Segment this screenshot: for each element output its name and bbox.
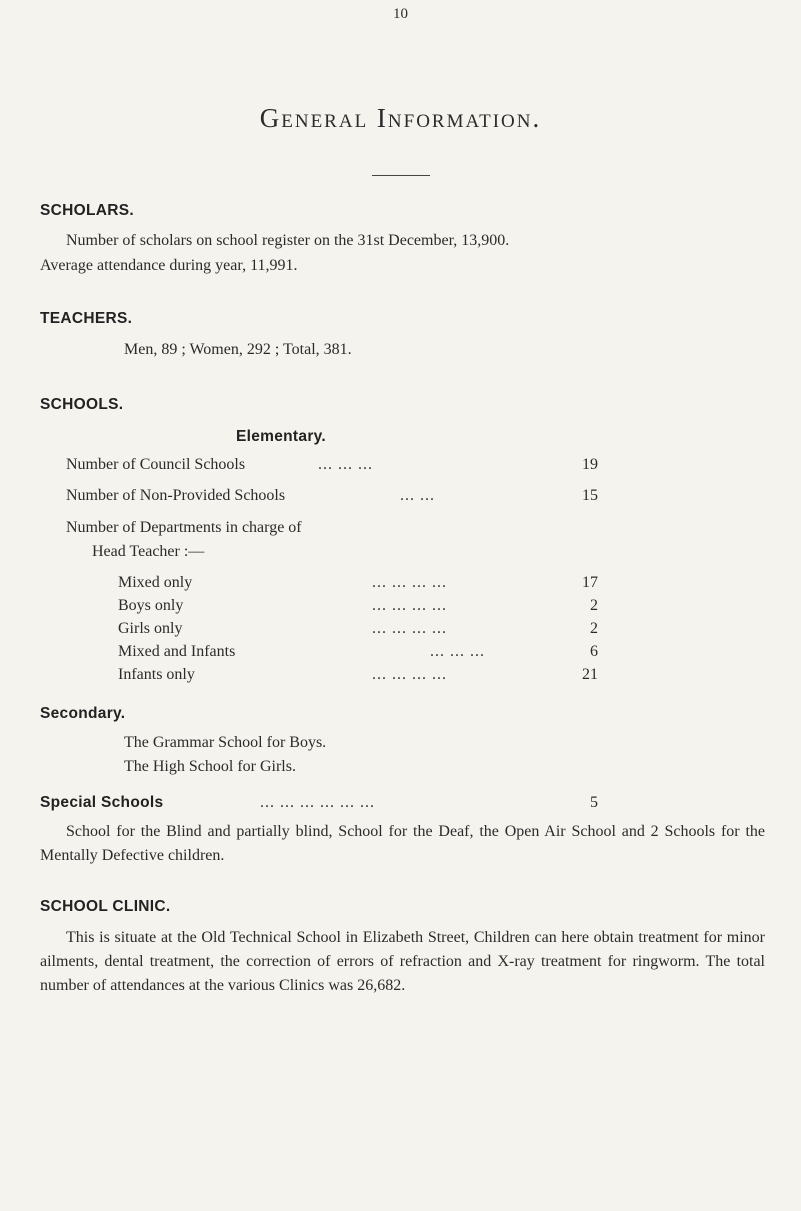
special-schools-heading: Special Schools xyxy=(40,794,164,811)
department-leader: ... ... ... ... xyxy=(372,666,447,683)
teachers-heading: TEACHERS. xyxy=(40,310,133,327)
department-label: Mixed only xyxy=(118,574,193,591)
department-label: Girls only xyxy=(118,620,183,637)
departments-label: Number of Departments in charge of xyxy=(66,519,302,536)
grammar-school-text: The Grammar School for Boys. xyxy=(124,734,327,751)
council-schools-label: Number of Council Schools xyxy=(66,456,246,473)
scholars-heading: SCHOLARS. xyxy=(40,202,134,219)
council-schools-leader: ... ... ... xyxy=(318,456,373,473)
schools-heading: SCHOOLS. xyxy=(40,396,124,413)
council-schools-value: 19 xyxy=(582,456,598,473)
department-leader: ... ... ... ... xyxy=(372,597,447,614)
head-teacher-label: Head Teacher :— xyxy=(92,543,205,560)
department-leader: ... ... ... ... xyxy=(372,620,447,637)
high-school-text: The High School for Girls. xyxy=(124,758,296,775)
department-value: 17 xyxy=(582,574,598,591)
school-clinic-heading: SCHOOL CLINIC. xyxy=(40,898,171,915)
school-clinic-text: This is situate at the Old Technical School in Elizabeth Street, Children can here obtain treatment for minor ailments, dental treatment, the correction of errors of refraction and X-ray treatment for ringworm. The total number of attendances at the various Clinics was 26,682. xyxy=(40,929,765,994)
department-value: 2 xyxy=(590,597,598,614)
special-schools-text: School for the Blind and partially blind, School for the Deaf, the Open Air School and 2 Schools for the Mentally Defective children. xyxy=(40,823,765,864)
special-schools-value: 5 xyxy=(590,794,598,811)
nonprovided-schools-leader: ... ... xyxy=(400,487,435,504)
department-leader: ... ... ... ... xyxy=(372,574,447,591)
department-label: Mixed and Infants xyxy=(118,643,236,660)
department-label: Boys only xyxy=(118,597,184,614)
title-divider xyxy=(372,175,430,176)
secondary-heading: Secondary. xyxy=(40,705,126,722)
page-number: 10 xyxy=(393,6,408,22)
nonprovided-schools-label: Number of Non-Provided Schools xyxy=(66,487,286,504)
department-value: 21 xyxy=(582,666,598,683)
page-title: General Information. xyxy=(259,103,542,133)
department-label: Infants only xyxy=(118,666,195,683)
scholars-register-text: Number of scholars on school register on the 31st December, 13,900. xyxy=(66,232,510,249)
department-value: 6 xyxy=(590,643,598,660)
department-leader: ... ... ... xyxy=(430,643,485,660)
nonprovided-schools-value: 15 xyxy=(582,487,598,504)
teachers-count-text: Men, 89 ; Women, 292 ; Total, 381. xyxy=(124,341,352,358)
department-value: 2 xyxy=(590,620,598,637)
special-schools-leader: ... ... ... ... ... ... xyxy=(260,794,375,811)
scholars-attendance-text: Average attendance during year, 11,991. xyxy=(40,257,298,274)
elementary-heading: Elementary. xyxy=(236,428,327,445)
